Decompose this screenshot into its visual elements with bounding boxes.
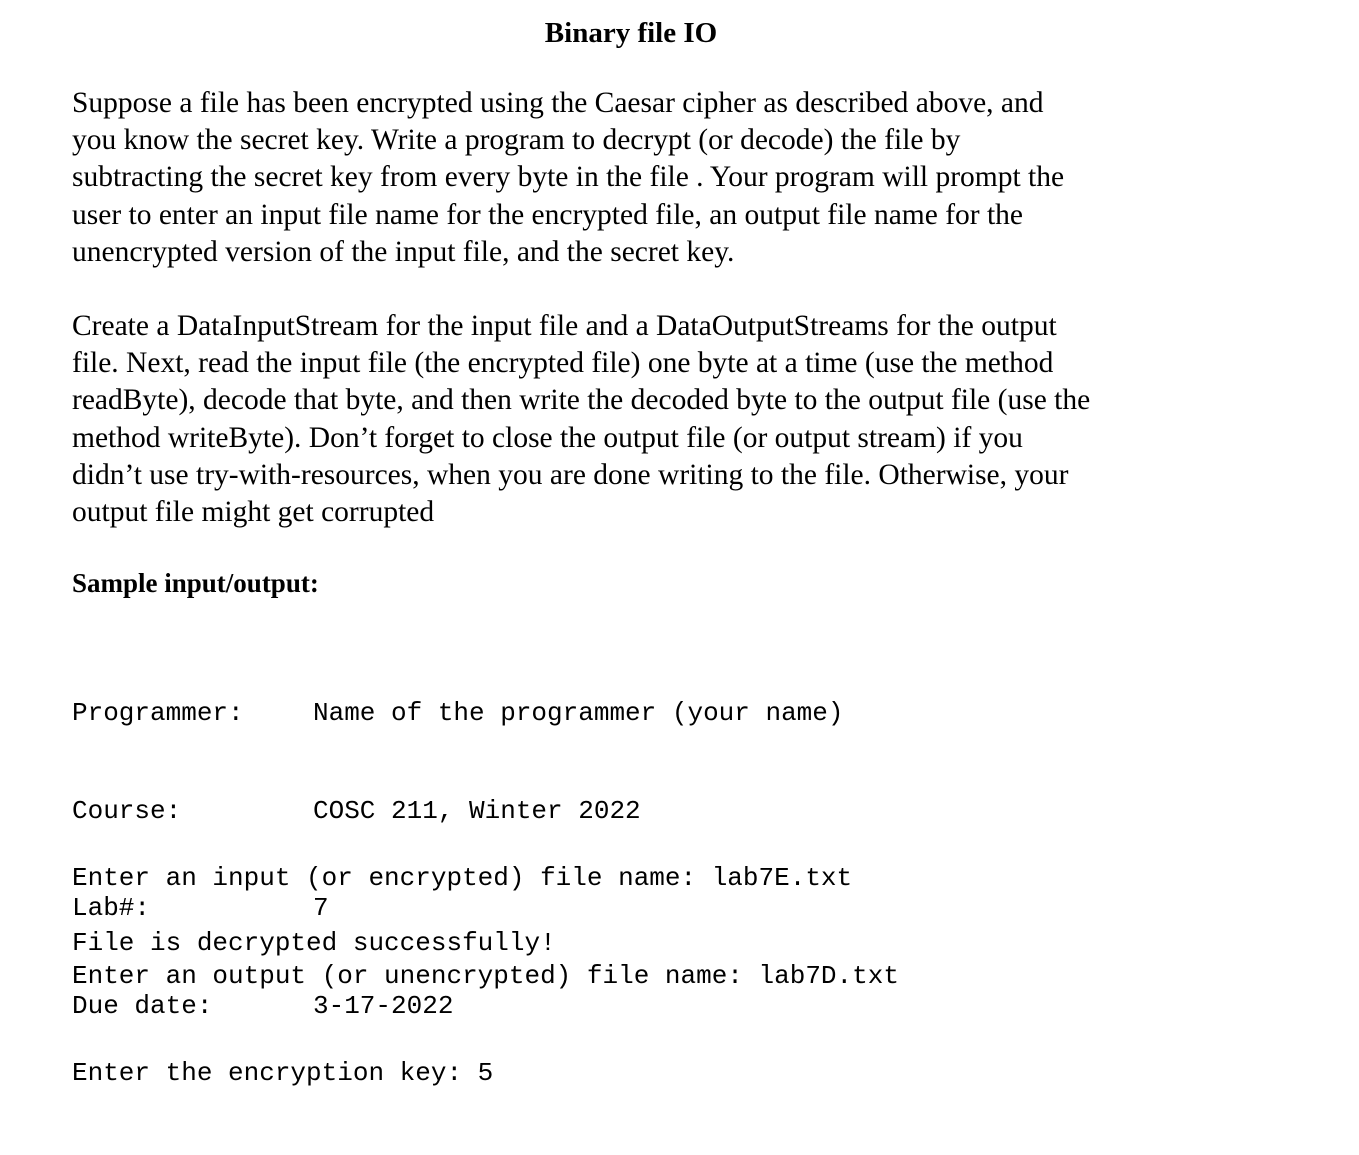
info-value: COSC 211, Winter 2022 bbox=[313, 795, 641, 826]
paragraph-line: Create a DataInputStream for the input file and a DataOutputStreams for the output bbox=[72, 310, 1057, 342]
paragraph-line: output file might get corrupted bbox=[72, 496, 435, 529]
paragraph-line: subtracting the secret key from every byte in the file . Your program will prompt the bbox=[72, 161, 1065, 194]
result-message: File is decrypted successfully! bbox=[72, 928, 556, 958]
info-value: Name of the programmer (your name) bbox=[313, 698, 844, 728]
paragraph-line: user to enter an input file name for the encrypted file, an output file name for the bbox=[72, 198, 1024, 231]
info-label: Due date: bbox=[72, 990, 213, 1021]
paragraph-line: file. Next, read the input file (the encrypted file) one byte at a time (use the method bbox=[72, 347, 1054, 380]
document-title: Binary file IO bbox=[544, 17, 718, 49]
instructions-paragraph bbox=[72, 308, 1212, 531]
session-line: Enter an input (or encrypted) file name: lab7E.txt bbox=[72, 863, 853, 893]
paragraph-line: you know the secret key. Write a program to decrypt (or decode) the file by bbox=[72, 124, 961, 157]
info-label: Course: bbox=[72, 795, 182, 826]
paragraph-line: readByte), decode that byte, and then write the decoded byte to the output file (use the bbox=[72, 384, 1091, 417]
paragraph-line: Suppose a file has been encrypted using the Caesar cipher as described above, and bbox=[72, 87, 1044, 119]
session-line: Enter the encryption key: 5 bbox=[72, 1058, 494, 1088]
intro-paragraph bbox=[72, 85, 1212, 271]
paragraph-line: method writeByte). Don’t forget to close the output file (or output stream) if you bbox=[72, 421, 1023, 454]
session-line: Enter an output (or unencrypted) file name: lab7D.txt bbox=[72, 960, 899, 991]
paragraph-line: didn’t use try-with-resources, when you are done writing to the file. Otherwise, your bbox=[72, 458, 1069, 491]
info-row-programmer bbox=[72, 697, 844, 730]
paragraph-line: unencrypted version of the input file, and the secret key. bbox=[72, 235, 735, 268]
info-value: 7 bbox=[313, 893, 329, 923]
sample-session-block bbox=[72, 797, 899, 1155]
sample-heading: Sample input/output: bbox=[72, 568, 319, 598]
info-value: 3-17-2022 bbox=[313, 990, 454, 1021]
info-label: Lab#: bbox=[72, 893, 151, 923]
info-label: Programmer: bbox=[72, 698, 244, 728]
